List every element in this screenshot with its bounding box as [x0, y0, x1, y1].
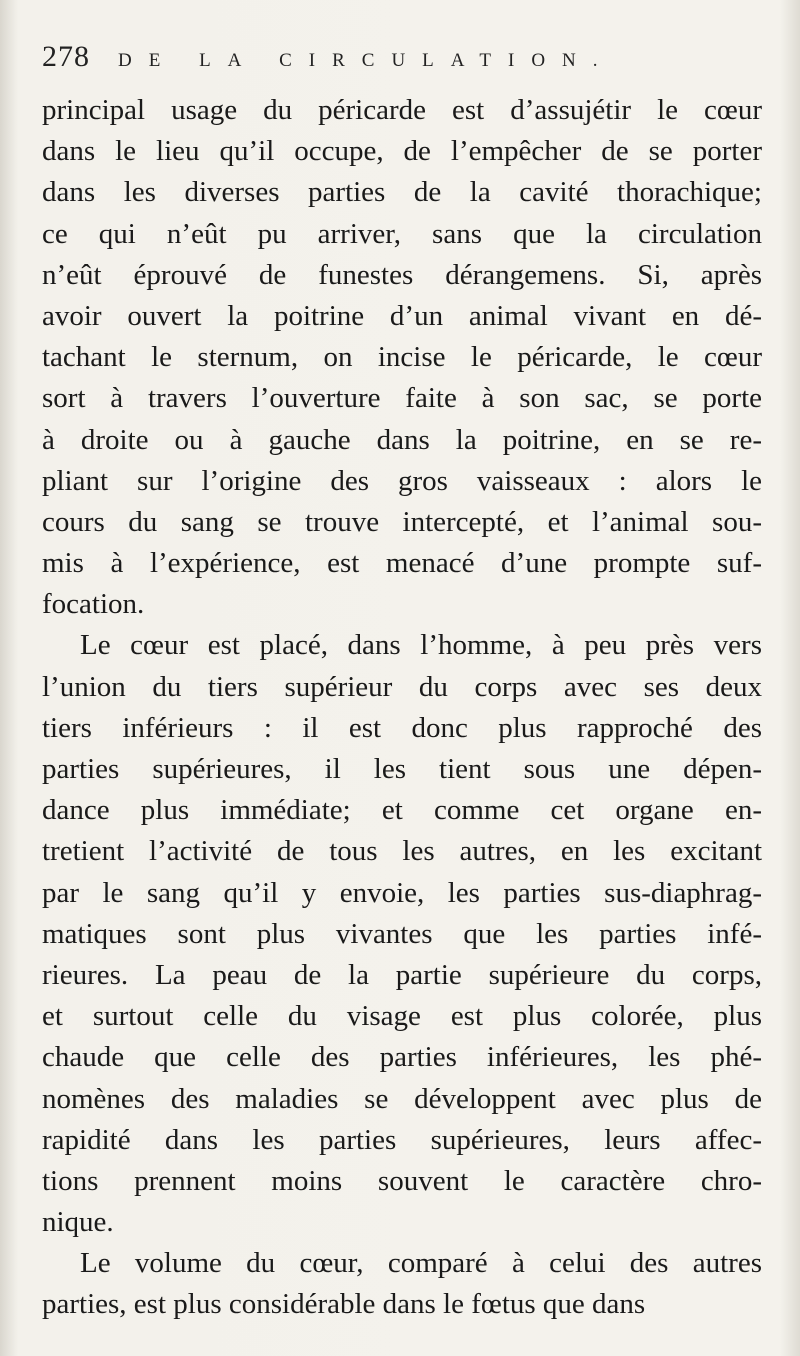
page-number: 278: [42, 40, 90, 73]
text-line: dans les diverses parties de la cavité thorachique;: [42, 176, 762, 209]
paragraph: [42, 1243, 762, 1325]
text-line: rieures. La peau de la partie supérieure du corps,: [42, 958, 762, 991]
text-line: tretient l’activité de tous les autres, en les excitant: [42, 835, 762, 868]
text-line: Le cœur est placé, dans l’homme, à peu près vers: [80, 629, 762, 662]
body-text: [42, 90, 762, 1326]
paragraph: [42, 625, 762, 1243]
text-line: principal usage du péricarde est d’assujétir le cœur: [42, 94, 762, 126]
paragraph: [42, 90, 762, 625]
text-line: parties supérieures, il les tient sous une dépen-: [42, 753, 762, 785]
text-line: parties, est plus considérable dans le fœtus que dans: [42, 1288, 646, 1321]
running-head: [42, 40, 762, 90]
text-line: tions prennent moins souvent le caractère chro-: [42, 1164, 762, 1197]
text-line: ce qui n’eût pu arriver, sans que la circulation: [42, 217, 762, 250]
text-line: sort à travers l’ouverture faite à son sac, se porte: [42, 382, 762, 415]
text-line: tachant le sternum, on incise le péricarde, le cœur: [42, 341, 762, 374]
text-line: nique.: [42, 1206, 114, 1239]
text-line: par le sang qu’il y envoie, les parties sus-diaphrag-: [42, 876, 762, 909]
text-line: dans le lieu qu’il occupe, de l’empêcher de se porter: [42, 135, 762, 168]
text-line: avoir ouvert la poitrine d’un animal vivant en dé-: [42, 299, 762, 332]
text-line: focation.: [42, 588, 145, 621]
text-line: n’eût éprouvé de funestes dérangemens. Si, après: [42, 258, 762, 291]
text-line: rapidité dans les parties supérieures, leurs affec-: [42, 1123, 762, 1156]
text-line: pliant sur l’origine des gros vaisseaux : alors le: [42, 464, 762, 497]
text-line: dance plus immédiate; et comme cet organe en-: [42, 794, 762, 827]
text-line: tiers inférieurs : il est donc plus rapproché des: [42, 711, 762, 744]
text-line: et surtout celle du visage est plus colorée, plus: [42, 1000, 762, 1033]
text-line: Le volume du cœur, comparé à celui des autres: [80, 1247, 762, 1280]
text-line: chaude que celle des parties inférieures, les phé-: [42, 1041, 762, 1074]
running-title: DE LA CIRCULATION.: [118, 50, 615, 71]
text-line: à droite ou à gauche dans la poitrine, en se re-: [42, 423, 762, 456]
text-line: mis à l’expérience, est menacé d’une prompte suf-: [42, 547, 762, 580]
text-line: matiques sont plus vivantes que les parties infé-: [42, 917, 762, 950]
text-line: nomènes des maladies se développent avec plus de: [42, 1082, 762, 1115]
text-line: l’union du tiers supérieur du corps avec ses deux: [42, 670, 762, 703]
text-line: cours du sang se trouve intercepté, et l’animal sou-: [42, 505, 762, 538]
